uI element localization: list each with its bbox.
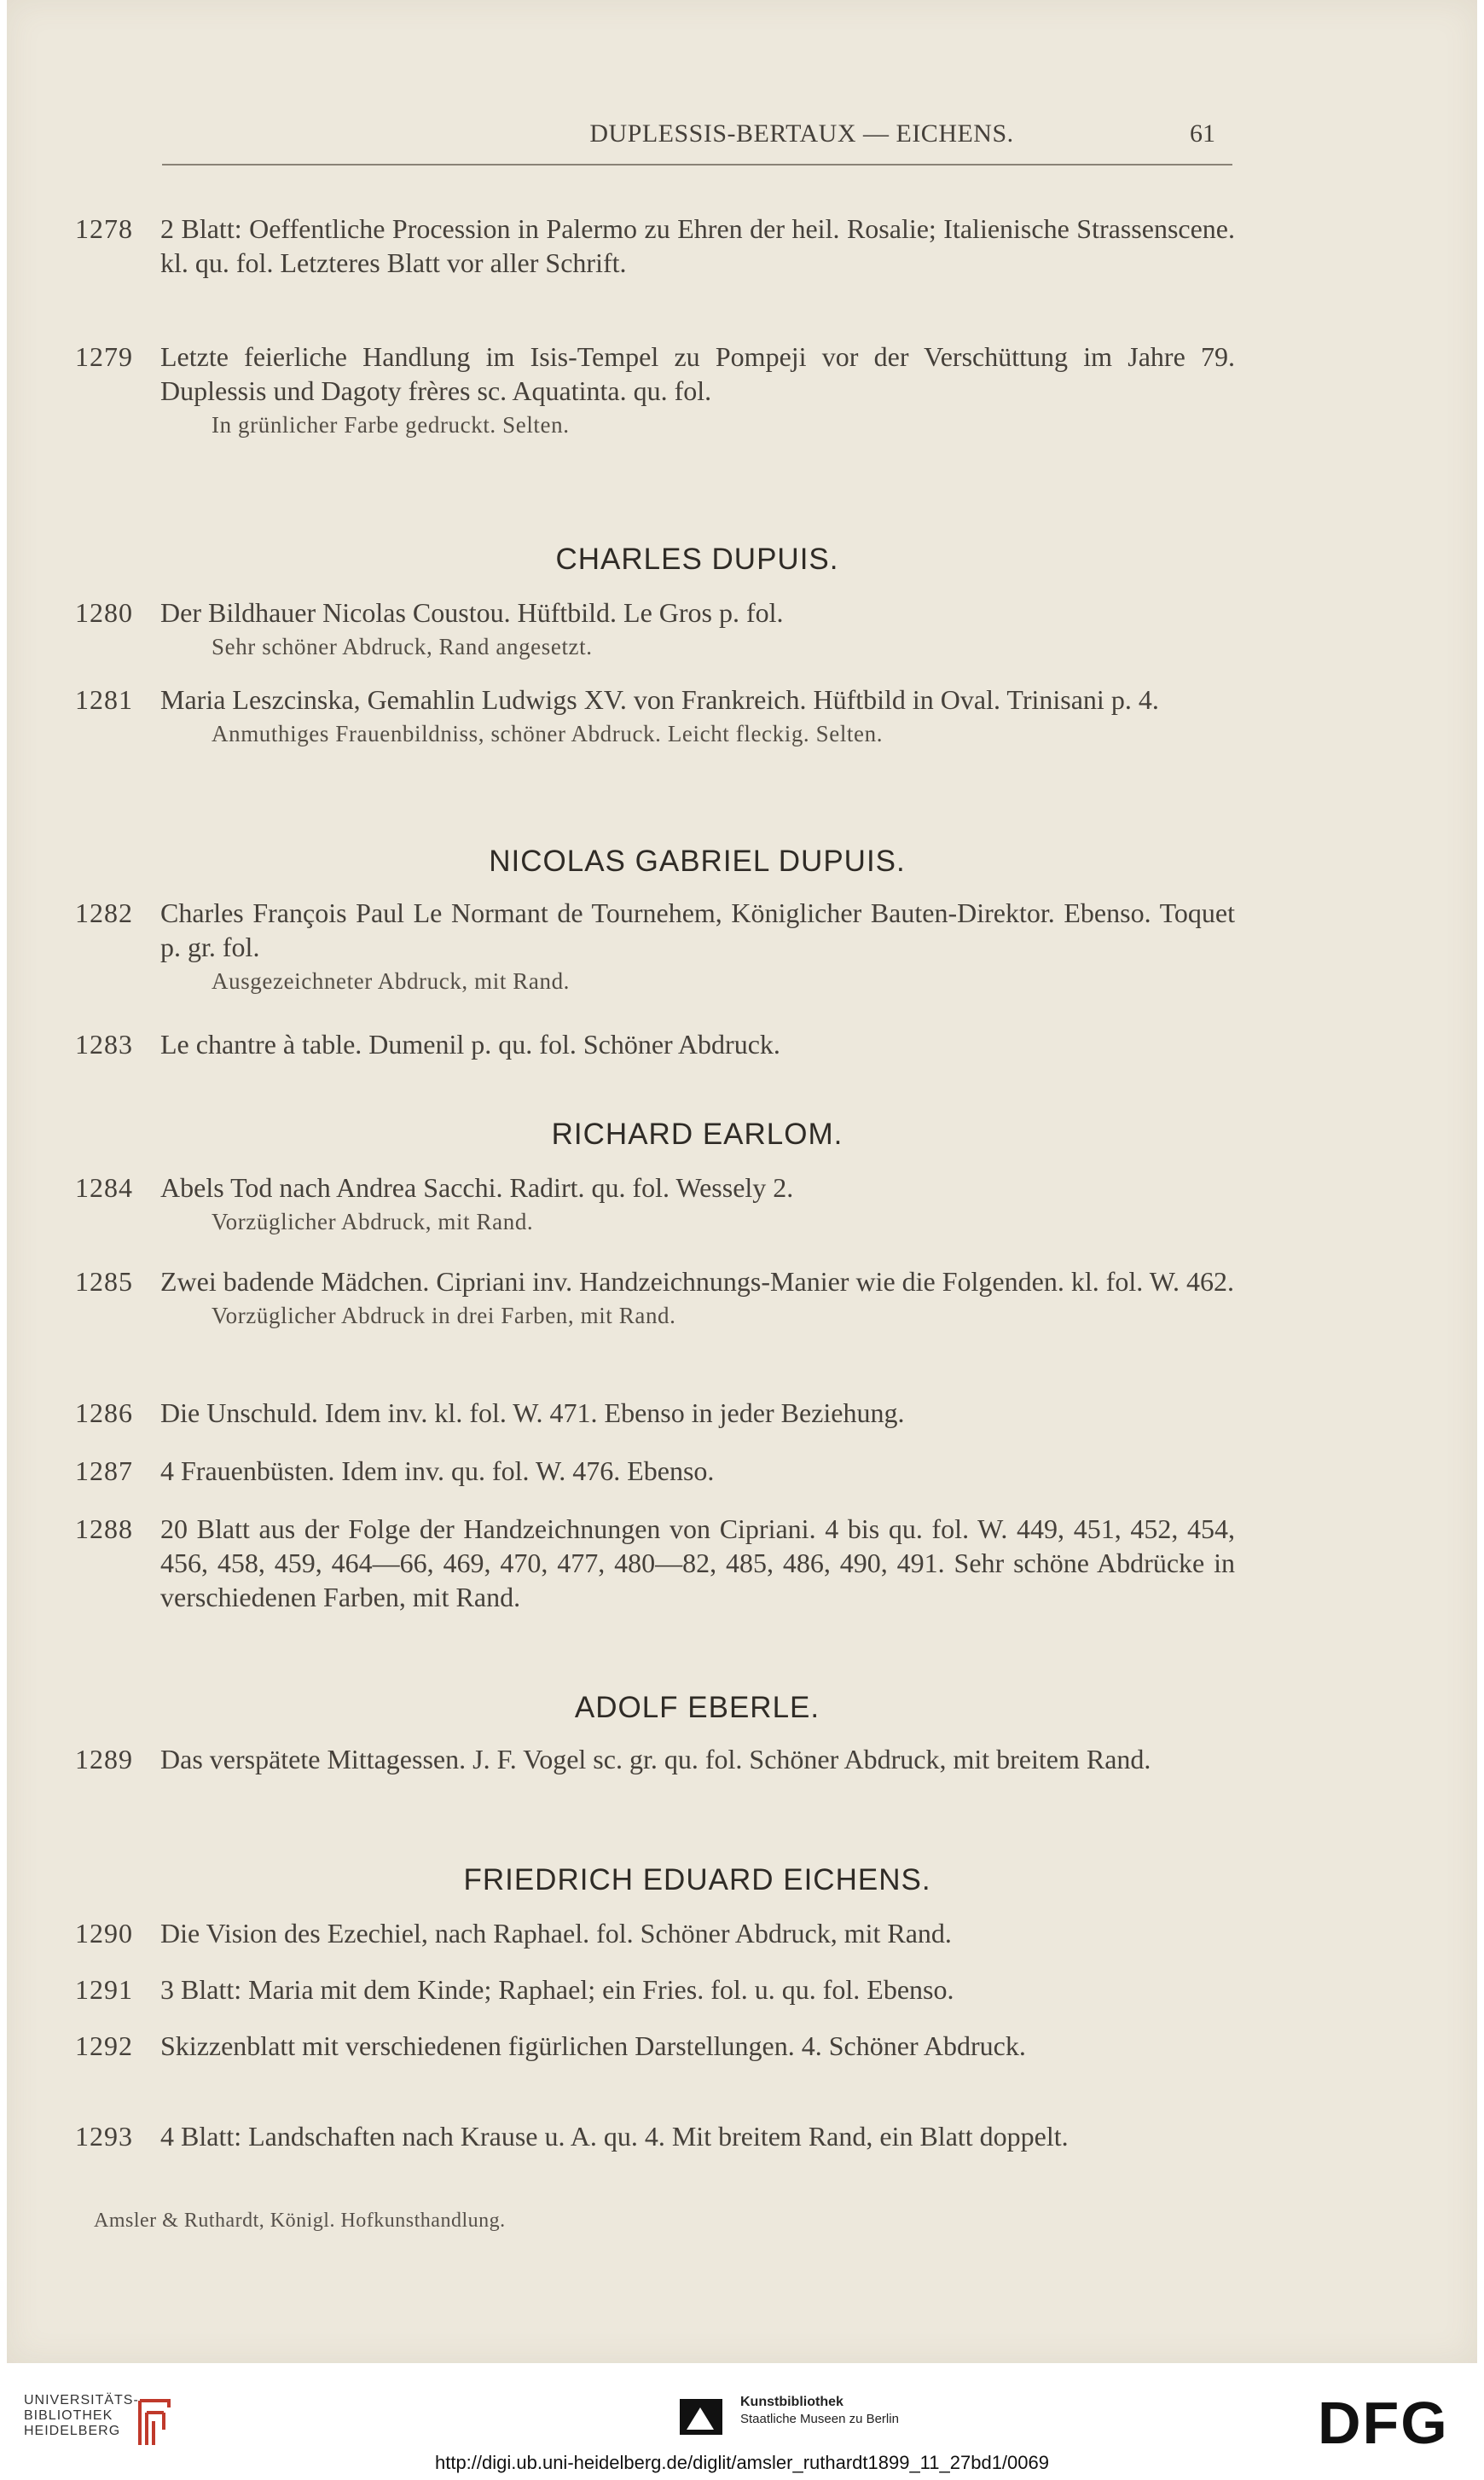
page-number: 61 [1190, 119, 1215, 148]
header-rule [162, 164, 1232, 166]
dfg-logo[interactable]: DFG [1318, 2390, 1449, 2456]
entry-number: 1289 [75, 1744, 133, 1774]
entry-text: Der Bildhauer Nicolas Coustou. Hüftbild. Le Gros p. fol. [160, 597, 784, 628]
university-logo-line: UNIVERSITÄTS- [24, 2393, 139, 2407]
catalogue-entry [75, 2029, 1235, 2063]
entry-text: Die Vision des Ezechiel, nach Raphael. fol. Schöner Abdruck, mit Rand. [160, 1918, 952, 1949]
artist-heading: RICHARD EARLOM. [551, 1118, 843, 1151]
entry-text: Letzte feierliche Handlung im Isis-Tempel zu Pompeji vor der Verschüttung im Jahre 79. Duplessis und Dagoty frères sc. Aquatinta. qu. fol. [160, 341, 1235, 406]
artist-heading: NICOLAS GABRIEL DUPUIS. [489, 845, 906, 878]
entry-text: Le chantre à table. Dumenil p. qu. fol. Schöner Abdruck. [160, 1029, 780, 1060]
artist-heading: FRIEDRICH EDUARD EICHENS. [463, 1863, 931, 1896]
entry-text: 20 Blatt aus der Folge der Handzeichnungen von Cipriani. 4 bis qu. fol. W. 449, 451, 452, 454, 456, 458, 459, 464—66, 469, 470, 477, 480—82, 485, 486, 490, 491. Sehr schöne Abdrücke in verschiedenen Farben, mit Rand. [160, 1513, 1235, 1612]
entry-number: 1292 [75, 2030, 133, 2061]
kunstbibliothek-logo-icon [678, 2396, 724, 2438]
catalogue-entry [75, 1916, 1235, 1950]
university-logo-line: HEIDELBERG [24, 2424, 121, 2438]
entry-number: 1285 [75, 1266, 133, 1297]
entry-number: 1283 [75, 1029, 133, 1060]
catalogue-entry [75, 212, 1235, 280]
entry-note: Sehr schöner Abdruck, Rand angesetzt. [212, 634, 593, 659]
entry-note: In grünlicher Farbe gedruckt. Selten. [212, 412, 570, 438]
university-logo-line: BIBLIOTHEK [24, 2408, 113, 2423]
catalogue-entry [75, 1454, 1235, 1488]
university-mark-icon [135, 2396, 174, 2450]
entry-note: Vorzüglicher Abdruck in drei Farben, mit Rand. [212, 1303, 676, 1328]
museen-name: Staatliche Museen zu Berlin [740, 2412, 899, 2426]
entry-number: 1278 [75, 213, 133, 244]
entry-text: Abels Tod nach Andrea Sacchi. Radirt. qu. fol. Wessely 2. [160, 1172, 794, 1203]
entry-text: 4 Frauenbüsten. Idem inv. qu. fol. W. 476. Ebenso. [160, 1455, 715, 1486]
entry-number: 1281 [75, 684, 133, 715]
entry-text: 4 Blatt: Landschaften nach Krause u. A. qu. 4. Mit breitem Rand, ein Blatt doppelt. [160, 2121, 1069, 2152]
artist-heading: CHARLES DUPUIS. [555, 543, 839, 576]
catalogue-entry [75, 896, 1235, 996]
catalogue-entry [75, 1170, 1235, 1237]
entry-text: Maria Leszcinska, Gemahlin Ludwigs XV. von Frankreich. Hüftbild in Oval. Trinisani p. 4. [160, 684, 1159, 715]
catalogue-entry [75, 1264, 1235, 1331]
entry-note: Ausgezeichneter Abdruck, mit Rand. [212, 968, 571, 994]
entry-note: Vorzüglicher Abdruck, mit Rand. [212, 1209, 534, 1234]
source-url-link[interactable]: http://digi.ub.uni-heidelberg.de/diglit/amsler_ruthardt1899_11_27bd1/0069 [434, 2452, 1049, 2473]
catalogue-entry [75, 340, 1235, 440]
entry-note: Anmuthiges Frauenbildniss, schöner Abdruck. Leicht fleckig. Selten. [212, 721, 884, 746]
entry-number: 1282 [75, 897, 133, 928]
catalogue-entry [75, 1027, 1235, 1061]
entry-number: 1288 [75, 1513, 133, 1544]
running-head: DUPLESSIS-BERTAUX — EICHENS. [589, 119, 1014, 148]
catalogue-entry [75, 1512, 1235, 1614]
entry-number: 1284 [75, 1172, 133, 1203]
entry-number: 1286 [75, 1397, 133, 1428]
entry-number: 1293 [75, 2121, 133, 2152]
entry-text: Das verspätete Mittagessen. J. F. Vogel sc. gr. qu. fol. Schöner Abdruck, mit breitem Rand. [160, 1744, 1151, 1774]
catalogue-entry [75, 682, 1235, 749]
university-library-logo[interactable] [24, 2393, 139, 2439]
catalogue-entry [75, 2119, 1235, 2153]
entry-text: 3 Blatt: Maria mit dem Kinde; Raphael; ein Fries. fol. u. qu. fol. Ebenso. [160, 1974, 954, 2005]
catalogue-entry [75, 1396, 1235, 1430]
kunstbibliothek-name: Kunstbibliothek [740, 2395, 843, 2409]
artist-heading: ADOLF EBERLE. [574, 1691, 820, 1724]
catalogue-entry [75, 1742, 1235, 1776]
entry-text: 2 Blatt: Oeffentliche Procession in Palermo zu Ehren der heil. Rosalie; Italienische Strassenscene. kl. qu. fol. Letzteres Blatt vor aller Schrift. [160, 213, 1235, 278]
entry-text: Skizzenblatt mit verschiedenen figürlichen Darstellungen. 4. Schöner Abdruck. [160, 2030, 1026, 2061]
entry-text: Charles François Paul Le Normant de Tournehem, Königlicher Bauten-Direktor. Ebenso. Toquet p. gr. fol. [160, 897, 1235, 962]
entry-number: 1291 [75, 1974, 133, 2005]
entry-number: 1279 [75, 341, 133, 372]
publisher-footer: Amsler & Ruthardt, Königl. Hofkunsthandlung. [94, 2210, 506, 2232]
entry-number: 1287 [75, 1455, 133, 1486]
catalogue-entry [75, 595, 1235, 662]
entry-text: Die Unschuld. Idem inv. kl. fol. W. 471. Ebenso in jeder Beziehung. [160, 1397, 905, 1428]
catalogue-entry [75, 1972, 1235, 2007]
entry-number: 1280 [75, 597, 133, 628]
entry-text: Zwei badende Mädchen. Cipriani inv. Handzeichnungs-Manier wie die Folgenden. kl. fol. W. 462. [160, 1266, 1234, 1297]
entry-number: 1290 [75, 1918, 133, 1949]
kunstbibliothek-label [740, 2394, 899, 2428]
